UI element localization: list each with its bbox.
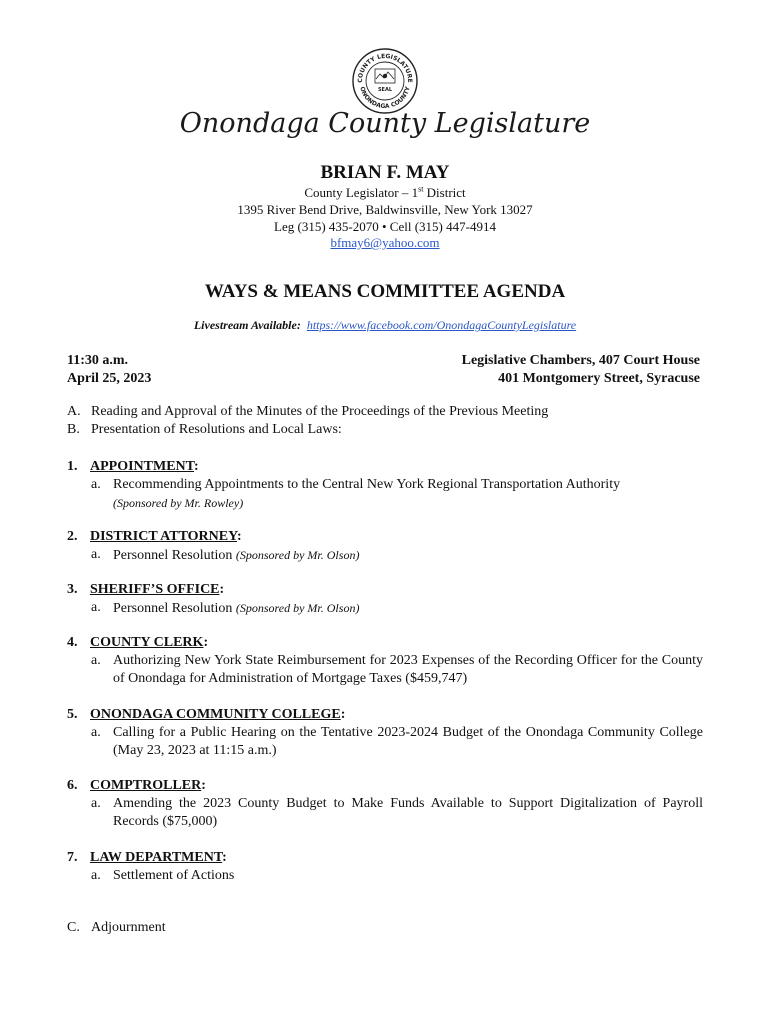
svg-text:ONONDAGA COUNTY: ONONDAGA COUNTY: [358, 85, 412, 111]
section-heading: 3. SHERIFF’S OFFICE:: [67, 582, 225, 597]
agenda-item-b: B. Presentation of Resolutions and Local Laws:: [67, 422, 342, 437]
sponsor-note: (Sponsored by Mr. Olson): [235, 548, 360, 562]
meeting-date: April 25, 2023: [67, 371, 152, 386]
meeting-time-date: [67, 352, 151, 388]
section-comptroller: [67, 777, 703, 831]
email-link[interactable]: bfmay6@yahoo.com: [330, 235, 440, 250]
location-line-1: Legislative Chambers, 407 Court House: [461, 353, 700, 368]
section-heading: 6. COMPTROLLER:: [67, 778, 206, 793]
email-container: [0, 235, 770, 251]
section-heading: 5. ONONDAGA COMMUNITY COLLEGE:: [67, 707, 346, 722]
section-item: a. Authorizing New York State Reimbursement for 2023 Expenses of the Recording Officer for the County of Onondaga for Administration of Mortgage Taxes ($459,747): [91, 653, 703, 686]
meeting-location: [462, 352, 700, 388]
section-item: a. Settlement of Actions: [91, 868, 235, 883]
section-item: a. Recommending Appointments to the Central New York Regional Transportation Authority (Sponsored by Mr. Rowley): [91, 477, 621, 510]
section-sheriffs-office: [67, 581, 703, 618]
section-county-clerk: [67, 634, 703, 688]
section-heading: 2. DISTRICT ATTORNEY:: [67, 529, 242, 544]
section-item: a. Personnel Resolution (Sponsored by Mr. Olson): [91, 600, 360, 616]
section-heading: 4. COUNTY CLERK:: [67, 635, 209, 650]
sponsor-note: (Sponsored by Mr. Rowley): [113, 496, 244, 510]
livestream-link[interactable]: https://www.facebook.com/OnondagaCountyLegislature: [306, 318, 577, 332]
org-name: Onondaga County Legislature: [179, 108, 591, 139]
section-appointment: [67, 458, 703, 513]
county-seal-logo: [351, 47, 419, 115]
section-item: a. Amending the 2023 County Budget to Make Funds Available to Support Digitalization of Payroll Records ($75,000): [91, 796, 703, 829]
section-heading: 7. LAW DEPARTMENT:: [67, 850, 227, 865]
agenda-item-a: A. Reading and Approval of the Minutes of the Proceedings of the Previous Meeting: [67, 404, 549, 419]
meeting-time: 11:30 a.m.: [67, 353, 129, 368]
svg-text:COUNTY LEGISLATURE: COUNTY LEGISLATURE: [356, 52, 414, 83]
section-item: a. Calling for a Public Hearing on the Tentative 2023-2024 Budget of the Onondaga Community College (May 23, 2023 at 11:15 a.m.): [91, 725, 703, 758]
agenda-item-c: C. Adjournment: [67, 920, 166, 935]
phone-numbers: Leg (315) 435-2070 • Cell (315) 447-4914: [274, 219, 496, 234]
location-line-2: 401 Montgomery Street, Syracuse: [498, 371, 700, 386]
section-community-college: [67, 706, 703, 760]
agenda-title: WAYS & MEANS COMMITTEE AGENDA: [204, 281, 566, 302]
section-item: a. Personnel Resolution (Sponsored by Mr. Olson): [91, 547, 360, 563]
section-law-department: [67, 849, 703, 885]
sponsor-note: (Sponsored by Mr. Olson): [235, 601, 360, 615]
livestream-label: Livestream Available:: [193, 318, 301, 332]
section-district-attorney: [67, 528, 703, 565]
legislator-name: BRIAN F. MAY: [320, 162, 450, 183]
svg-text:SEAL: SEAL: [377, 87, 393, 93]
address: 1395 River Bend Drive, Baldwinsville, New York 13027: [237, 202, 533, 217]
livestream-line: [0, 318, 770, 333]
legislator-title: County Legislator – 1st District: [304, 184, 466, 200]
section-heading: 1. APPOINTMENT:: [67, 459, 199, 474]
